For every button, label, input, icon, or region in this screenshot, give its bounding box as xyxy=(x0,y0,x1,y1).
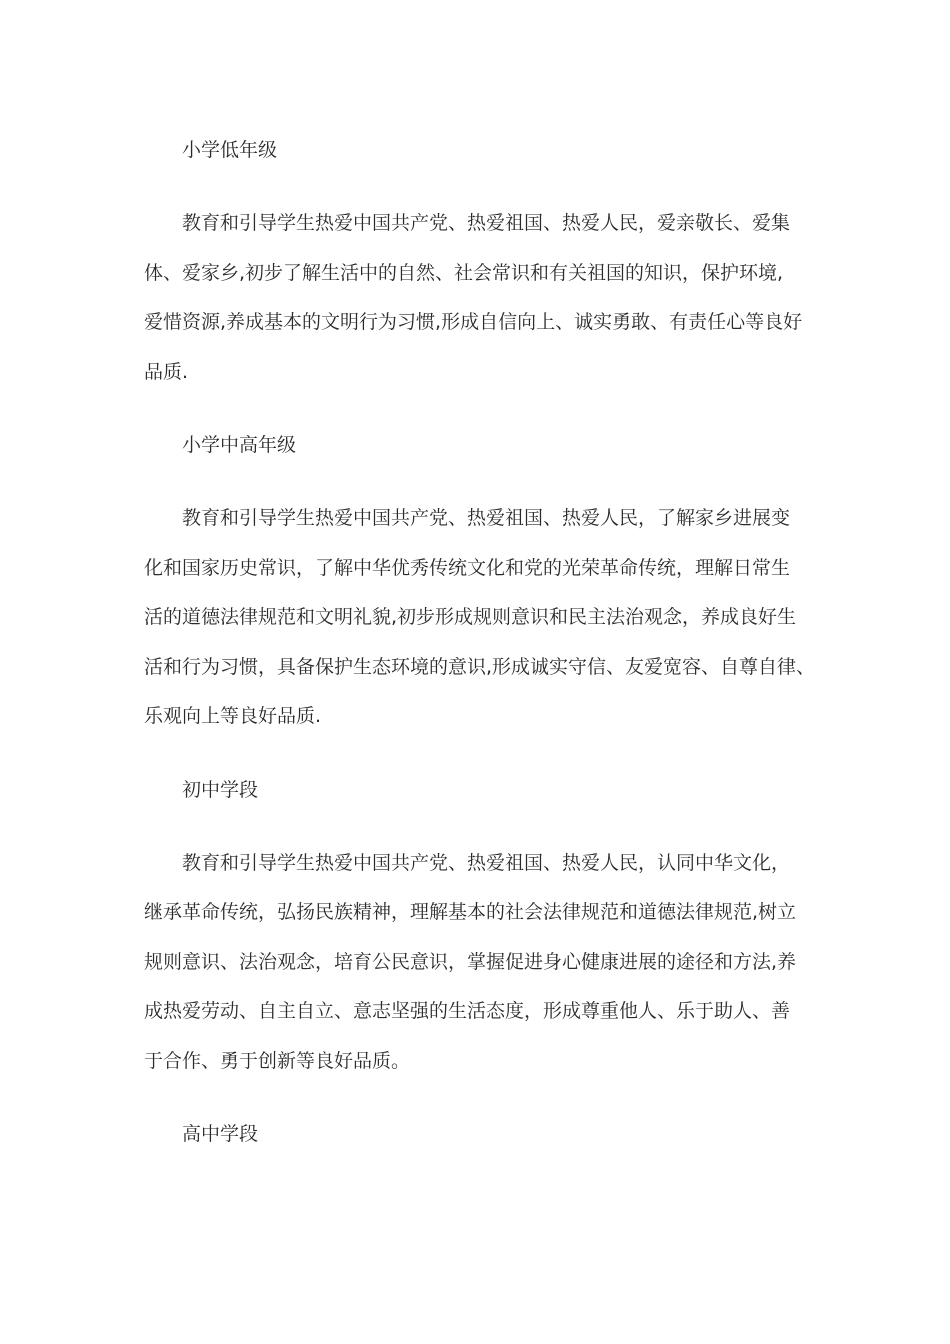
document-body xyxy=(144,126,816,1183)
paragraph-line: 教育和引导学生热爱中国共产党、热爱祖国、热爱人民，爱亲敬长、爱集 xyxy=(182,212,791,234)
section-heading-primary-upper: 小学中高年级 xyxy=(182,434,297,456)
section-paragraph-primary-upper xyxy=(144,494,816,742)
paragraph-line: 活的道德法律规范和文明礼貌,初步形成规则意识和民主法治观念，养成良好生 xyxy=(144,606,797,628)
section-heading-junior-high: 初中学段 xyxy=(182,778,259,801)
paragraph-line: 活和行为习惯，具备保护生态环境的意识,形成诚实守信、友爱宽容、自尊自律、 xyxy=(144,655,816,678)
paragraph-line: 乐观向上等良好品质. xyxy=(144,705,322,727)
section-paragraph-junior-high xyxy=(144,839,809,1087)
paragraph-line: 教育和引导学生热爱中国共产党、热爱祖国、热爱人民，了解家乡进展变 xyxy=(182,507,791,529)
paragraph-line: 于合作、勇于创新等良好品质。 xyxy=(144,1049,411,1072)
paragraph-line: 教育和引导学生热爱中国共产党、热爱祖国、热爱人民，认同中华文化， xyxy=(182,851,791,874)
paragraph-line: 化和国家历史常识，了解中华优秀传统文化和党的光荣革命传统，理解日常生 xyxy=(144,556,791,579)
section-heading-primary-lower: 小学低年级 xyxy=(182,139,278,161)
paragraph-line: 成热爱劳动、自主自立、意志坚强的生活态度，形成尊重他人、乐于助人、善 xyxy=(144,1000,791,1022)
paragraph-line: 品质. xyxy=(144,360,189,383)
paragraph-line: 继承革命传统，弘扬民族精神，理解基本的社会法律规范和道德法律规范,树立 xyxy=(144,901,797,923)
section-paragraph-primary-lower xyxy=(144,199,809,397)
section-heading-senior-high: 高中学段 xyxy=(182,1123,259,1145)
paragraph-line: 体、爱家乡,初步了解生活中的自然、社会常识和有关祖国的知识，保护环境, xyxy=(144,261,784,284)
paragraph-line: 规则意识、法治观念，培育公民意识，掌握促进身心健康进展的途径和方法,养 xyxy=(144,950,797,973)
paragraph-line: 爱惜资源,养成基本的文明行为习惯,形成自信向上、诚实勇敢、有责任心等良好 xyxy=(144,311,803,333)
